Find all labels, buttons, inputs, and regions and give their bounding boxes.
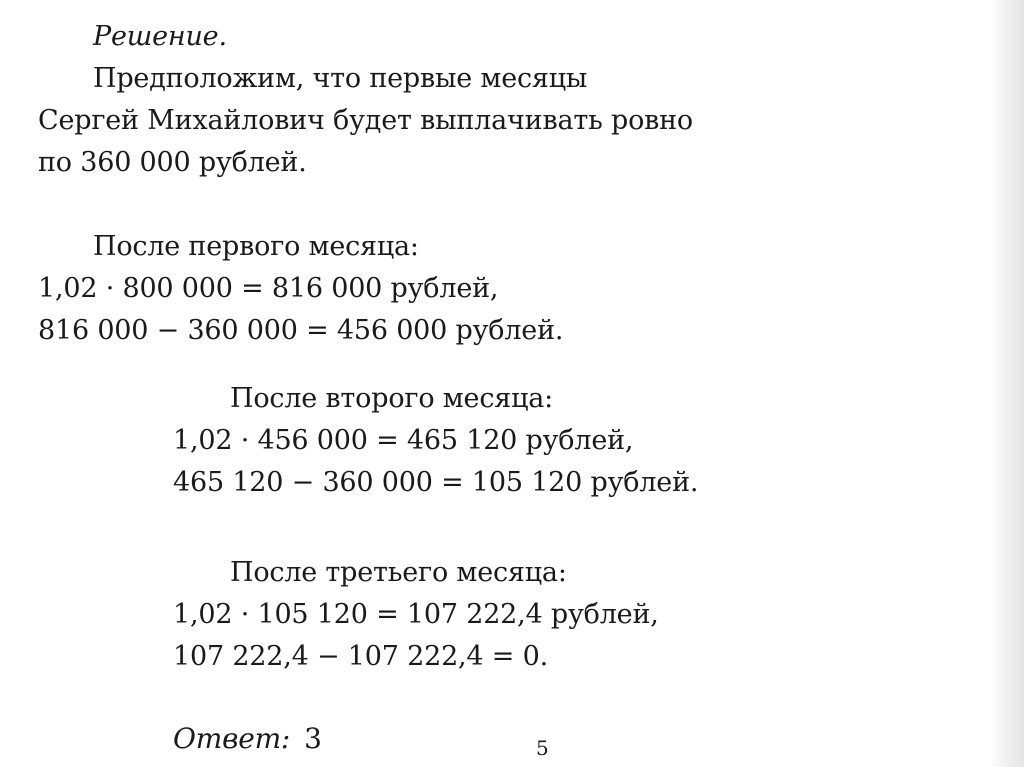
answer-label: Ответ:	[173, 722, 291, 755]
month-1-title: После первого месяца:	[93, 231, 419, 262]
page-edge-shadow	[990, 0, 1024, 767]
answer-value: 3	[304, 722, 322, 755]
month-3-title: После третьего месяца:	[230, 557, 567, 588]
page-number: 5	[536, 736, 549, 760]
assumption-line-1: Предположим, что первые месяцы	[93, 63, 588, 94]
month-2-title: После второго месяца:	[230, 383, 554, 414]
month-2-line-1: 1,02 · 456 000 = 465 120 рублей,	[173, 425, 634, 456]
month-3-line-1: 1,02 · 105 120 = 107 222,4 рублей,	[173, 599, 659, 630]
month-1-line-2: 816 000 − 360 000 = 456 000 рублей.	[38, 315, 564, 346]
assumption-line-3: по 360 000 рублей.	[38, 147, 307, 178]
assumption-line-2: Сергей Михайлович будет выплачивать ровно	[38, 105, 693, 136]
solution-heading: Решение.	[93, 21, 227, 52]
month-1-line-1: 1,02 · 800 000 = 816 000 рублей,	[38, 273, 499, 304]
month-3-line-2: 107 222,4 − 107 222,4 = 0.	[173, 641, 548, 672]
answer-row	[173, 722, 322, 757]
month-2-line-2: 465 120 − 360 000 = 105 120 рублей.	[173, 467, 699, 498]
